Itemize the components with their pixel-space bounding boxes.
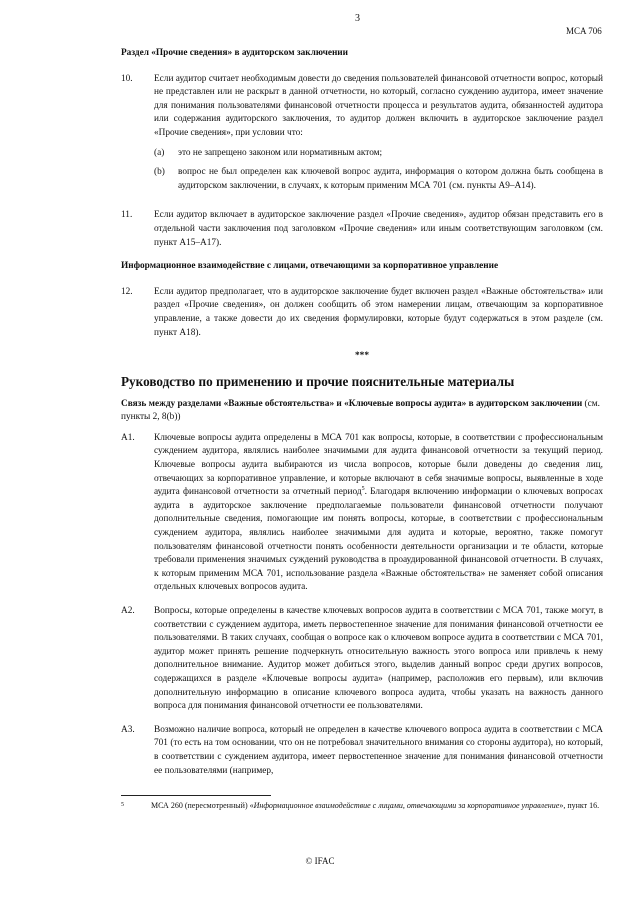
footnote-text [151, 800, 603, 811]
paragraph-text: Если аудитор считает необходимым довести до сведения пользователей финансовой отчетности вопрос, который не представлен или не раскрыт в данной отчетности, но который, согласно суждению аудитора, имеет значение для понимания пользователями финансовой отчетности процесса и результатов аудита, обязанностей аудитора или содержания аудиторского заключения, то аудитор должен включить в аудиторское заключение раздел «Прочие сведения», при условии что: [154, 73, 603, 138]
section-heading-other-info: Раздел «Прочие сведения» в аудиторском заключении [121, 48, 349, 58]
page-content [121, 47, 603, 788]
paragraph-text: Возможно наличие вопроса, который не определен в качестве ключевого вопроса аудита в соответствии с МСА 701 (то есть на том основании, что он не потребовал значительного внимания со стороны аудитора), но который, в соответствии с суждением аудитора, имеет первостепенное значение для понимания финансовой отчетности ее пользователями (например, [154, 724, 603, 776]
section-separator: *** [355, 351, 369, 362]
item-text: это не запрещено законом или нормативным актом; [178, 147, 383, 158]
guidance-heading: Руководство по применению и прочие пояснительные материалы [121, 373, 515, 389]
footnote-text-part: », пункт 16. [559, 801, 600, 810]
paragraph-text-part: Ключевые вопросы аудита определены в МСА 701 как вопросы, которые, в соответствии с профессиональным суждением аудитора, являлись наиболее значимыми для аудита финансовой отчетности за текущий период. Ключевые вопросы аудита выбираются из числа вопросов, которые были доведены до сведения лиц, отвечающих за корпоративное управление, и которые включают в себя значимые вопросы, выявленные в ходе аудита финансовой отчетности за отчетный период [154, 432, 603, 498]
paragraph-text: Если аудитор предполагает, что в аудиторское заключение будет включен раздел «Важные обстоятельства» или раздел «Прочие сведения», он должен сообщить об этом намерении лицам, отвечающим за корпоративное управление, а также довести до их сведения формулировки, которые будут содержаться в этом разделе (см. пункт А18). [154, 286, 603, 338]
subheading-title: Связь между разделами «Важные обстоятельства» и «Ключевые вопросы аудита» в аудиторском заключении [121, 398, 583, 409]
paragraph-number: А3. [121, 724, 135, 735]
section-heading-communication: Информационное взаимодействие с лицами, отвечающими за корпоративное управление [121, 261, 499, 272]
page-number: 3 [355, 13, 360, 24]
document-code: MCA 706 [566, 26, 602, 36]
list-item [154, 147, 603, 161]
paragraph-a3 [121, 724, 603, 778]
paragraph-text: Вопросы, которые определены в качестве ключевых вопросов аудита в соответствии с МСА 701, также могут, в соответствии с суждением аудитора, иметь первостепенное значение для понимания финансовой отчетности ее пользователями. В таких случаях, сообщая о вопросе как о ключевом вопросе аудита в соответствии с МСА 701, аудитор может принять решение подчеркнуть относительную важность этого вопроса или привлечь к нему дополнительное внимание. Аудитор может добиться этого, выделив данный вопрос среди других вопросов, содержащихся в разделе «Ключевые вопросы аудита» (например, расположив его первым), или включив дополнительную информацию в описание ключевого вопроса аудита, чтобы указать на важность данного вопроса для понимания финансовой отчетности ее пользователями. [154, 606, 603, 712]
paragraph-number: 12. [121, 286, 133, 297]
footnote-divider [121, 795, 271, 796]
list-item [154, 166, 603, 193]
footnote-doc-title: Информационное взаимодействие с лицами, отвечающими за корпоративное управление [253, 801, 560, 810]
paragraph-number: А2. [121, 606, 135, 616]
paragraph-11 [121, 209, 603, 250]
paragraph-text-part: . Благодаря включению информации о ключевых вопросах аудита в аудиторское заключение предполагаемые пользователи финансовой отчетности получают дополнительные сведения, помогающие им понять вопросы, которые, в соответствии с профессиональным суждением аудитора, являлись наиболее значимыми для аудита и которые, вероятно, также помогут пользователям финансовой отчетности понять особенности деятельности организации и те области, которые требовали применения значимых суждений руководства в проаудированной финансовой отчетности. В случаях, к которым применим МСА 701, использование раздела «Важные обстоятельства» не заменяет собой описания отдельных ключевых вопросов аудита. [154, 487, 604, 593]
item-text: вопрос не был определен как ключевой вопрос аудита, информация о котором должна быть сообщена в аудиторском заключении, в случаях, к которым применим МСА 701 (см. пункты А9–А14). [178, 167, 603, 191]
footnote-text-part: МСА 260 (пересмотренный) « [151, 801, 254, 810]
paragraph-text [154, 432, 603, 595]
paragraph-a1 [121, 432, 603, 595]
paragraph-12 [121, 286, 603, 340]
paragraph-a2 [121, 605, 603, 714]
item-label: (b) [154, 167, 165, 178]
paragraph-text: Если аудитор включает в аудиторское заключение раздел «Прочие сведения», аудитор обязан представить его в отдельной части заключения под заголовком «Прочие сведения» или иным соответствующим заголовком (см. пункт А15–А17). [154, 210, 603, 248]
footnote-number: 5 [121, 802, 124, 808]
footnote-reference[interactable]: 5 [361, 486, 365, 493]
paragraph-10 [121, 73, 603, 200]
subheading-reference: (см. пункты 2, 8(b)) [121, 398, 600, 423]
paragraph-number: А1. [121, 432, 135, 443]
copyright-footer: © IFAC [305, 856, 335, 866]
paragraph-number: 10. [121, 73, 133, 84]
guidance-subheading [121, 398, 603, 425]
item-label: (a) [154, 147, 165, 158]
paragraph-number: 11. [121, 210, 133, 221]
footnote [121, 800, 603, 811]
item-list [154, 147, 603, 194]
